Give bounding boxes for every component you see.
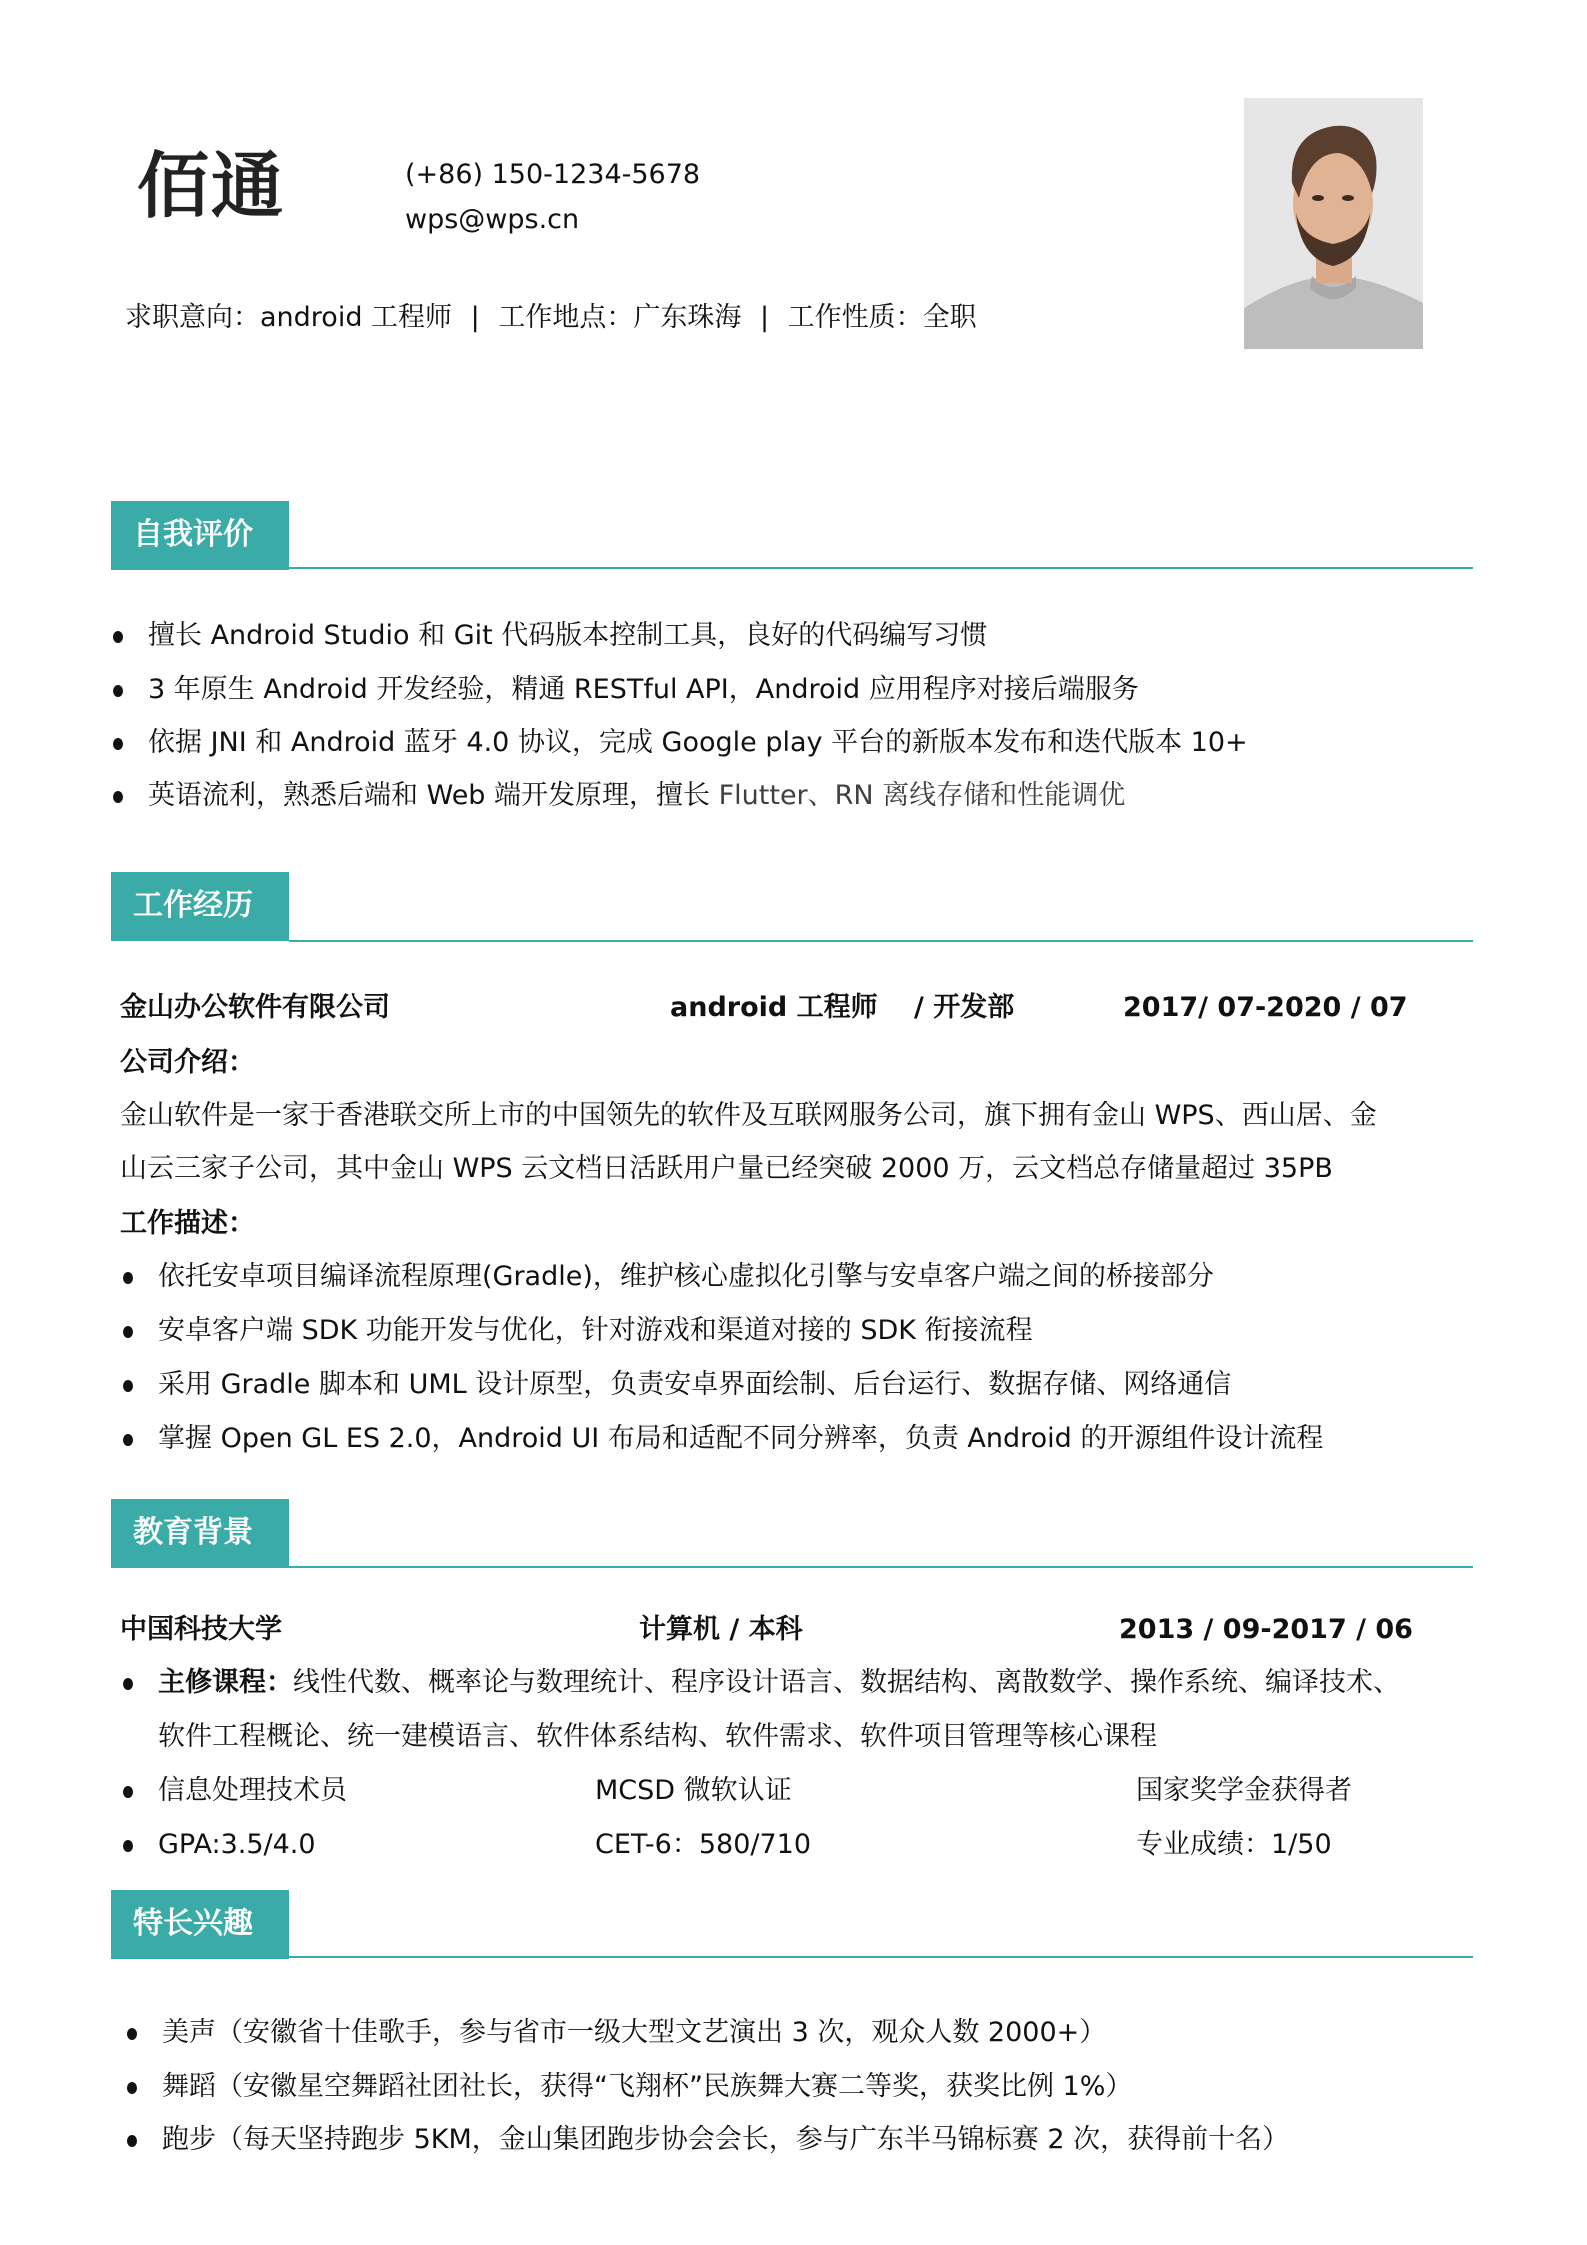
job-intent-label: 求职意向： bbox=[125, 302, 260, 333]
job-role: android 工程师 / 开发部 bbox=[670, 992, 1015, 1023]
education-period: 2013 / 09-2017 / 06 bbox=[1119, 1614, 1413, 1645]
bullet-icon bbox=[123, 1786, 133, 1798]
section-divider bbox=[289, 1956, 1473, 1958]
bullet-icon bbox=[123, 1326, 133, 1338]
section-header-education bbox=[111, 1499, 289, 1568]
company-name: 金山办公软件有限公司 bbox=[120, 992, 390, 1023]
certificate: MCSD 微软认证 bbox=[595, 1775, 792, 1806]
email-address: wps@wps.cn bbox=[405, 204, 580, 235]
section-divider bbox=[289, 567, 1473, 569]
job-type-label: 工作性质： bbox=[787, 302, 923, 333]
job-type-value: 全职 bbox=[922, 302, 977, 333]
separator: | bbox=[759, 302, 770, 333]
company-intro-line: 金山软件是一家于香港联交所上市的中国领先的软件及互联网服务公司，旗下拥有金山 WPS、西山居、金 bbox=[120, 1100, 1377, 1131]
courses-continued: 软件工程概论、统一建模语言、软件体系结构、软件需求、软件项目管理等核心课程 bbox=[158, 1721, 1157, 1752]
location-value: 广东珠海 bbox=[633, 302, 742, 333]
section-title: 教育背景 bbox=[133, 1515, 253, 1550]
bullet-icon bbox=[113, 738, 123, 750]
section-divider bbox=[289, 1566, 1473, 1568]
profile-photo bbox=[1244, 98, 1423, 349]
section-title: 特长兴趣 bbox=[133, 1906, 253, 1941]
section-header-self-evaluation bbox=[111, 501, 289, 570]
school-name: 中国科技大学 bbox=[120, 1614, 282, 1645]
section-header-work-experience bbox=[111, 872, 289, 941]
major-ranking: 专业成绩：1/50 bbox=[1136, 1829, 1332, 1860]
section-title: 自我评价 bbox=[133, 517, 253, 552]
bullet-icon bbox=[123, 1678, 133, 1690]
bullet-icon bbox=[113, 791, 123, 803]
job-intent-value: android 工程师 bbox=[260, 302, 453, 333]
bullet-icon bbox=[123, 1380, 133, 1392]
bullet-icon bbox=[127, 2082, 137, 2094]
separator: | bbox=[470, 302, 480, 333]
candidate-name: 佰通 bbox=[137, 144, 286, 228]
bullet-icon bbox=[123, 1272, 133, 1284]
major-degree: 计算机 / 本科 bbox=[639, 1614, 803, 1645]
company-intro-line: 山云三家子公司，其中金山 WPS 云文档日活跃用户量已经突破 2000 万，云文档总存储量超过 35PB bbox=[120, 1153, 1333, 1184]
bullet-icon bbox=[113, 685, 123, 697]
bullet-icon bbox=[123, 1434, 133, 1446]
company-intro-label: 公司介绍： bbox=[120, 1047, 255, 1078]
section-title: 工作经历 bbox=[133, 888, 253, 923]
bullet-icon bbox=[127, 2028, 137, 2040]
work-desc-label: 工作描述： bbox=[120, 1208, 255, 1239]
cet-score: CET-6：580/710 bbox=[595, 1829, 812, 1860]
job-target-row bbox=[125, 304, 977, 331]
section-divider bbox=[289, 940, 1473, 942]
phone-number: (+86) 150-1234-5678 bbox=[405, 159, 701, 190]
bullet-icon bbox=[123, 1840, 133, 1852]
award: 国家奖学金获得者 bbox=[1136, 1775, 1352, 1806]
section-header-hobbies bbox=[111, 1890, 289, 1959]
work-period: 2017/ 07-2020 / 07 bbox=[1123, 992, 1408, 1023]
bullet-icon bbox=[113, 631, 123, 643]
bullet-icon bbox=[127, 2135, 137, 2147]
person-portrait-icon bbox=[1244, 98, 1423, 349]
location-label: 工作地点： bbox=[498, 302, 634, 333]
